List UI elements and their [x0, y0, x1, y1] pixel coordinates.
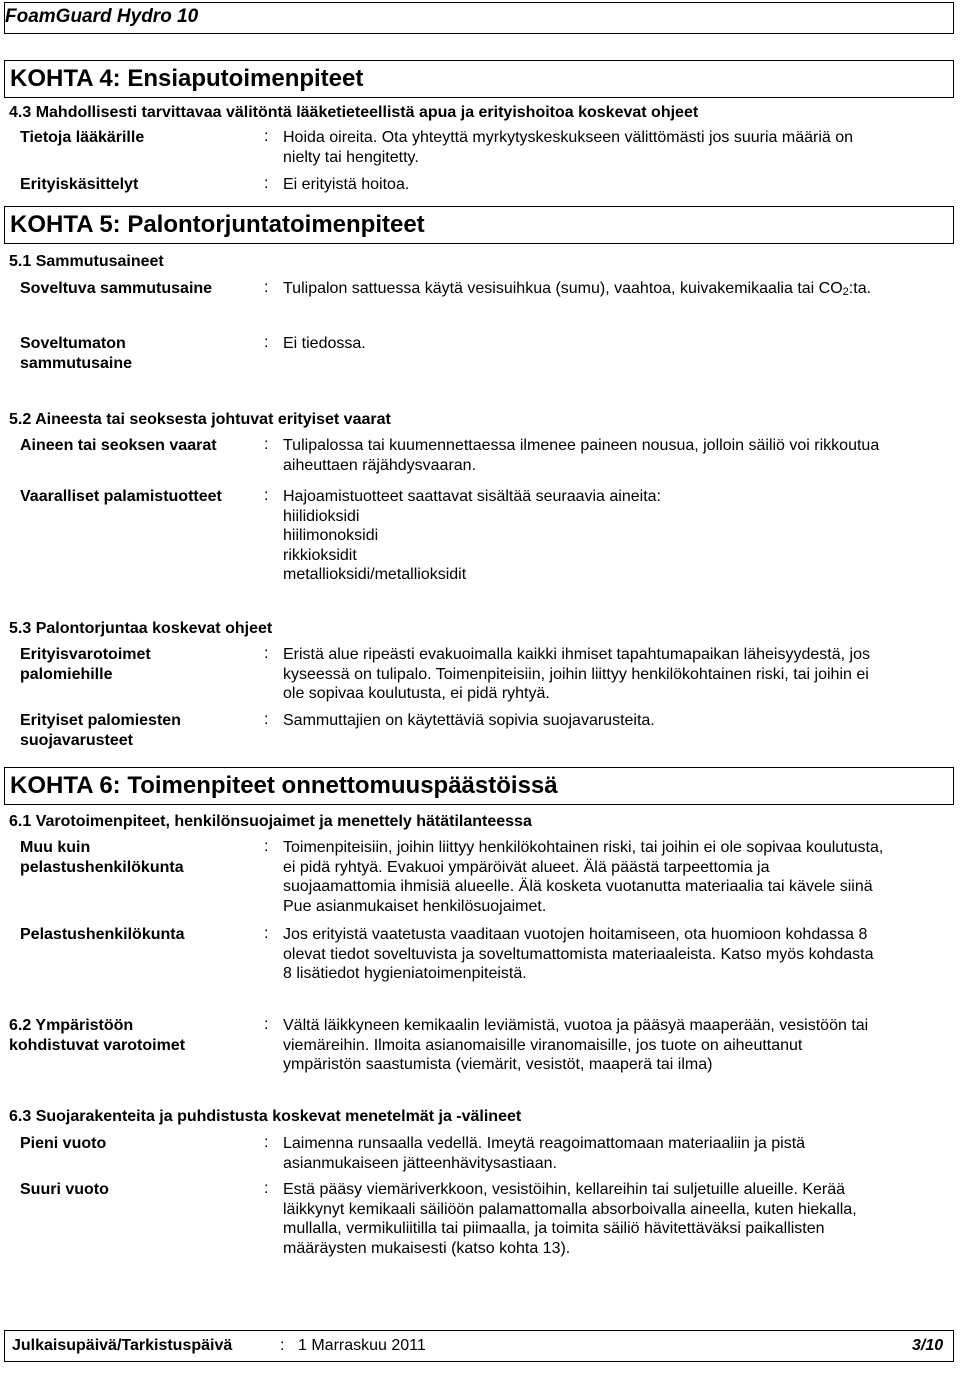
- colon: :: [264, 838, 269, 855]
- environmental-precautions-label: 6.2 Ympäristöön kohdistuvat varotoimet: [9, 1017, 186, 1054]
- footer-date-value: 1 Marraskuu 2011: [298, 1337, 426, 1354]
- colon: :: [264, 436, 269, 453]
- subsection-5-1: 5.1 Sammutusaineet: [9, 253, 164, 270]
- emergency-responders-value: Jos erityistä vaatetusta vaaditaan vuotojen hoitamiseen, ota huomioon kohdassa 8 olevat tiedot soveltuvista ja soveltumattomista materiaaleista. Katso myös kohdasta 8 lisätiedot hygieniatoimenpiteistä.: [283, 926, 874, 982]
- firefighter-equipment-label: Erityiset palomiesten suojavarusteet: [20, 712, 181, 749]
- section-4-title: KOHTA 4: Ensiaputoimenpiteet: [10, 65, 364, 92]
- small-spill-value: Laimenna runsaalla vedellä. Imeytä reagoimattomaan materiaaliin ja pistä asianmukaiseen jätteenhävitysastiaan.: [283, 1135, 806, 1172]
- firefighter-precautions-label: Erityisvarotoimet palomiehille: [20, 646, 151, 683]
- special-treatment-value: Ei erityistä hoitoa.: [283, 176, 410, 193]
- colon: :: [264, 175, 269, 192]
- doctor-info-value: Hoida oireita. Ota yhteyttä myrkytyskeskukseen välittömästi jos suuria määriä on nielty tai hengitetty.: [283, 129, 854, 166]
- environmental-precautions-value: Vältä läikkyneen kemikaalin leviämistä, vuotoa ja pääsyä maaperään, vesistöön tai viemäreihin. Ilmoita asianomaisille viranomaisille, jos tuote on aiheuttanut ympäristön saastumista (viemärit, vesistöt, maaperä tai ilma): [283, 1017, 869, 1073]
- suitable-media-value: Tulipalon sattuessa käytä vesisuihkua (sumu), vaahtoa, kuivakemikaalia tai $CO_2:ta$.: [283, 280, 872, 298]
- footer-date-label: Julkaisupäivä/Tarkistuspäivä: [12, 1337, 233, 1354]
- subsection-4-3: 4.3 Mahdollisesti tarvittavaa välitöntä lääketieteellistä apua ja erityishoitoa koskevat ohjeet: [9, 104, 699, 121]
- colon: :: [264, 487, 269, 504]
- colon: :: [264, 128, 269, 145]
- subsection-6-1: 6.1 Varotoimenpiteet, henkilönsuojaimet ja menettely hätätilanteessa: [9, 813, 532, 830]
- colon: :: [264, 1180, 269, 1197]
- colon: :: [264, 1016, 269, 1033]
- doctor-info-label: Tietoja lääkärille: [20, 129, 145, 146]
- emergency-responders-label: Pelastushenkilökunta: [20, 926, 185, 943]
- unsuitable-media-label: Soveltumaton sammutusaine: [20, 335, 133, 372]
- page-number: 3/10: [912, 1337, 944, 1354]
- subsection-5-3: 5.3 Palontorjuntaa koskevat ohjeet: [9, 620, 273, 637]
- colon: :: [264, 334, 269, 351]
- subsection-6-3: 6.3 Suojarakenteita ja puhdistusta koskevat menetelmät ja -välineet: [9, 1108, 522, 1125]
- small-spill-label: Pieni vuoto: [20, 1135, 107, 1152]
- firefighter-equipment-value: Sammuttajien on käytettäviä sopivia suojavarusteita.: [283, 712, 655, 729]
- product-title: FoamGuard Hydro 10: [5, 6, 199, 27]
- colon: :: [264, 711, 269, 728]
- footer-colon: :: [280, 1337, 285, 1354]
- suitable-media-label: Soveltuva sammutusaine: [20, 280, 213, 297]
- section-6-title: KOHTA 6: Toimenpiteet onnettomuuspäästöissä: [10, 772, 558, 799]
- large-spill-label: Suuri vuoto: [20, 1181, 109, 1198]
- colon: :: [264, 925, 269, 942]
- unsuitable-media-value: Ei tiedossa.: [283, 335, 366, 352]
- subsection-5-2: 5.2 Aineesta tai seoksesta johtuvat erityiset vaarat: [9, 411, 391, 428]
- combustion-products-value: Hajoamistuotteet saattavat sisältää seuraavia aineita: hiilidioksidi hiilimonoksidi rikkioksidit metallioksidi/metallioksidit: [283, 488, 661, 583]
- specific-hazards-label: Aineen tai seoksen vaarat: [20, 437, 217, 454]
- combustion-products-label: Vaaralliset palamistuotteet: [20, 488, 222, 505]
- non-emergency-personnel-value: Toimenpiteisiin, joihin liittyy henkilökohtainen riski, tai joihin ei ole sopivaa koulutusta, ei pidä ryhtyä. Evakuoi ympäröivät alueet. Älä päästä tarpeettomia ja suojaamattomia ihmisiä alueelle. Älä kosketa vuotanutta materiaalia tai kävele siinä Pue asianmukaiset henkilösuojaimet.: [283, 839, 884, 915]
- colon: :: [264, 645, 269, 662]
- large-spill-value: Estä pääsy viemäriverkkoon, vesistöihin, kellareihin tai suljetuille alueille. Kerää läikkynyt kemikaali säiliöön palamattomalla absorboivalla aineella, kuten hiekalla, mullalla, vermikuliitilla tai piimaalla, ja toimita säiliö hävitettäväksi paikallisten määräysten mukaisesti (katso kohta 13).: [283, 1181, 857, 1257]
- special-treatment-label: Erityiskäsittelyt: [20, 176, 139, 193]
- colon: :: [264, 1134, 269, 1151]
- non-emergency-personnel-label: Muu kuin pelastushenkilökunta: [20, 839, 184, 876]
- specific-hazards-value: Tulipalossa tai kuumennettaessa ilmenee paineen nousua, jolloin säiliö voi rikkoutua aiheuttaen räjähdysvaaran.: [283, 437, 880, 474]
- colon: :: [264, 279, 269, 296]
- firefighter-precautions-value: Eristä alue ripeästi evakuoimalla kaikki ihmiset tapahtumapaikan läheisyydestä, jos kyseessä on tulipalo. Toimenpiteisiin, joihin liittyy henkilökohtainen riski, tai joihin ei ole sopivaa koulutusta, ei pidä ryhtyä.: [283, 646, 870, 702]
- section-5-title: KOHTA 5: Palontorjuntatoimenpiteet: [10, 211, 425, 238]
